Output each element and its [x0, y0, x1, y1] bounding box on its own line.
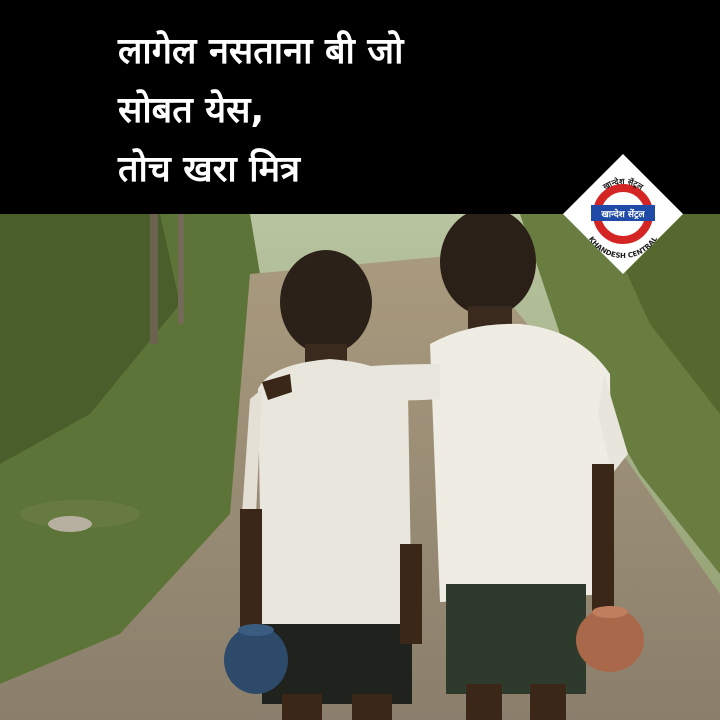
stone [48, 516, 92, 532]
headline-line-2: सोबत येस, [118, 90, 265, 131]
pole-left [150, 214, 158, 344]
logo-band-text: खान्देश सेंट्रल [601, 210, 645, 220]
water-pot-blue [224, 626, 288, 694]
headline-line-1: लागेल नसताना बी जो [118, 31, 404, 72]
headline [118, 22, 403, 199]
logo-top-text: खान्देश सेंट्रल [601, 176, 645, 192]
friends-photo [0, 214, 720, 720]
headline-line-3: तोच खरा मित्र [118, 149, 300, 190]
logo-bottom-text: KHANDESH CENTRAL [586, 235, 660, 261]
khandesh-central-logo [561, 152, 685, 276]
